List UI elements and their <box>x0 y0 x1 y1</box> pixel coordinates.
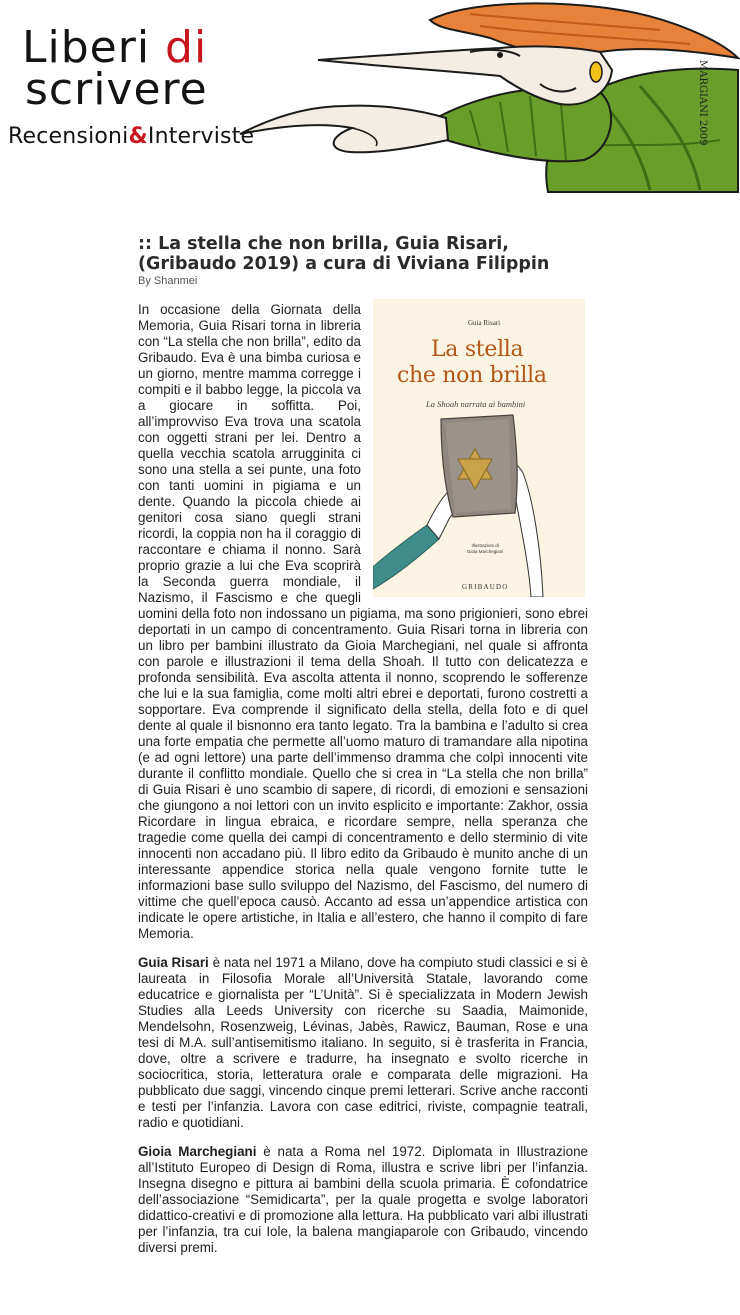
author-bio: è nata nel 1971 a Milano, dove ha compiuto studi classici e si è laureata in Filosofia Morale all’Università Statale, lavorando come educatrice e giornalista per “L’Unità”. Si è specializzata in Modern Jewish Studies alla Leeds University con ricerche su Saadia, Maimonide, Mendelsohn, Rosenzweig, Lévinas, Jabès, Rawicz, Bauman, Rose e una tesi di M.A. sull’antisemitismo italiano. In seguito, si è trasferita in Francia, dove, oltre a scrivere e tradurre, ha insegnato e svolto ricerche in sociocritica, storia, letteratura orale e comparata delle migrazioni. Ha pubblicato due saggi, vincendo cinque premi letterari. Scrive anche racconti e testi per l’infanzia. Lavora con case editrici, riviste, compagnie teatrali, radio e quotidiani. <box>138 955 588 1130</box>
article-paragraph-author <box>138 955 588 1131</box>
article-paragraph-illustrator <box>138 1144 588 1256</box>
logo-word-liberi: Liberi <box>22 22 166 73</box>
illustrator-name: Gioia Marchegiani <box>138 1144 257 1159</box>
hand-shape <box>240 106 448 153</box>
illustrator-bio: è nata a Roma nel 1972. Diplomata in Illustrazione all’Istituto Europeo di Design di Roma, illustra e scrive libri per l’infanzia. Insegna disegno e pittura ai bambini della scuola primaria. È cofondatrice dell’associazione “Semidicarta”, per la quale progetta e svolge laboratori didattico-creativi e di promozione alla lettura. Ha pubblicato vari albi illustrati per l’infanzia, tra cui Iole, la balena mangiaparole con Gribaudo, vincendo diversi premi. <box>138 1144 588 1255</box>
face-shape <box>318 46 612 104</box>
logo-title-line2[interactable]: scrivere <box>25 64 208 115</box>
logo-sub-ampersand: & <box>128 124 148 149</box>
earring-shape <box>590 62 602 82</box>
logo-subtitle <box>8 124 254 149</box>
cover-title-line1: La stella <box>431 337 524 362</box>
book-cover-image[interactable] <box>373 299 585 597</box>
cover-title-line2: che non brilla <box>397 363 547 388</box>
logo-word-di: di <box>165 22 208 73</box>
cover-left-sleeve <box>373 525 439 589</box>
cover-publisher: GRIBAUDO <box>462 583 509 591</box>
article-body <box>138 302 588 1256</box>
cover-subtitle: La Shoah narrata ai bambini <box>426 399 526 409</box>
logo-sub-word-interviste: Interviste <box>147 124 255 149</box>
article <box>138 234 588 1269</box>
artist-signature: MARGIANI 2009 <box>697 60 708 146</box>
logo-sub-word-recensioni: Recensioni <box>8 124 129 149</box>
cover-author: Guia Risari <box>468 319 501 327</box>
article-paragraph-1: In occasione della Giornata della Memoria, Guia Risari torna in libreria con “La stella che non brilla”, edito da Gribaudo. Eva è una bimba curiosa e un giorno, mentre mamma corregge i compiti e il babbo legge, la piccola va a giocare in soffitta. Poi, all’improvviso Eva trova una scatola con oggetti strani per lei. Dentro a quella vecchia scatola arrugginita ci sono una stella a sei punte, una foto con tanti uomini in pigiama e un dente. Quando la piccola chiede ai genitori cosa siano quegli strani ricordi, la coppia non ha il coraggio di raccontare e chiama il nonno. Sarà proprio grazie a lui che Eva scoprirà la Seconda guerra mondiale, il Nazismo, il Fascismo e che quegli uomini della foto non indossano un pigiama, ma sono prigionieri, sono ebrei deportati in un campo di concentramento. Guia Risari torna in libreria con un libro per bambini illustrato da Gioia Marchegiani, nel quale si affronta con parole e illustrazioni il tema della Shoah. Il tutto con delicatezza e profonda sensibilità. Eva ascolta attenta il nonno, scoprendo le sofferenze che lui e la sua famiglia, come molti altri ebrei e deportati, furono costretti a sopportare. Eva comprende il significato della stella, della foto e di quel dente al quale il bisnonno era tanto legato. Tra la bambina e l’adulto si crea una forte empatia che permette all’uomo maturo di tramandare alla nipotina (e ad ogni lettore) una parte dell’immenso dramma che colpì innocenti vite durante il conflitto mondiale. Quello che si crea in “La stella che non brilla” di Guia Risari è uno scambio di sapere, di ricordi, di emozioni e sensazioni che giungono a noi lettori con un invito esplicito e importante: Zakhor, ossia Ricordare in lingua ebraica, e ricordare sempre, nella speranza che tragedie come quella dei campi di concentramento e dello sterminio di vite innocenti non accadano più. Il libro edito da Gribaudo è munito anche di un interessante appendice storica nella quale vengono fornite tutte le informazioni base sullo sviluppo del Nazismo, del Fascismo, del numero di vittime che quell’epoca causò. Accanto ad essa un’appendice artistica con indicate le opere artistiche, in Italia e all’estero, che hanno il compito di fare Memoria. <box>138 302 588 941</box>
cover-illustrator-name: Gioia Marchegiani <box>467 549 504 554</box>
article-byline: By Shanmei <box>138 275 198 287</box>
cover-illustrator-credit <box>467 543 503 555</box>
site-header <box>0 0 740 196</box>
article-title[interactable]: :: La stella che non brilla, Guia Risari, (Gribaudo 2019) a cura di Viviana Filippin <box>138 234 550 274</box>
cover-illustrator-label: Illustrazioni di <box>471 543 499 548</box>
author-name: Guia Risari <box>138 955 209 970</box>
